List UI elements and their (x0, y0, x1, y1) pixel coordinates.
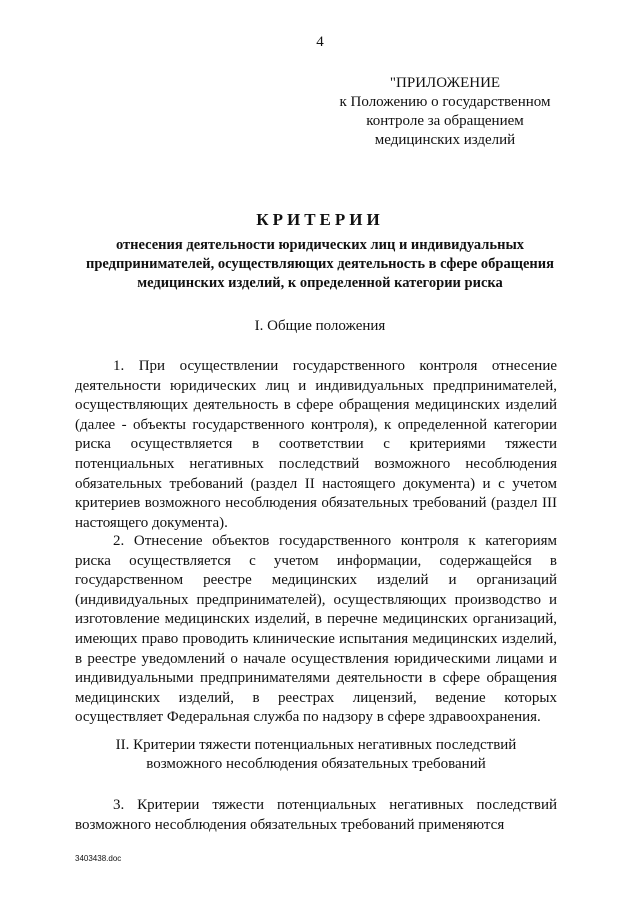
document-subtitle: отнесения деятельности юридических лиц и индивидуальных предпринимателей, осуществляющих деятельность в сфере обращения медицинских изделий, к определенной категории риска (86, 237, 554, 291)
section-1-heading: I. Общие положения (254, 318, 386, 334)
appendix-header (330, 74, 560, 150)
paragraph-1: 1. При осуществлении государственного контроля отнесение деятельности юридических лиц и индивидуальных предпринимателей, осуществляющих деятельность в сфере обращения медицинских изделий (далее - объекты государственного контроля), к определенной категории риска осуществляется в соответствии с критериями тяжести потенциальных негативных последствий возможного несоблюдения обязательных требований (раздел II настоящего документа) и с учетом критериев возможного несоблюдения обязательных требований (раздел III настоящего документа). (75, 358, 557, 531)
appendix-line-4: медицинских изделий (374, 132, 516, 148)
appendix-line-2: к Положению о государственном (339, 94, 551, 110)
paragraph-3-block (75, 796, 557, 835)
appendix-line-3: контроле за обращением (366, 113, 524, 129)
paragraph-2-block (75, 532, 557, 728)
appendix-line-1: "ПРИЛОЖЕНИЕ (389, 75, 501, 91)
paragraph-2: 2. Отнесение объектов государственного контроля к категориям риска осуществляется с учетом информации, содержащейся в государственном реестре медицинских изделий и организаций (индивидуальных предпринимателей), осуществляющих производство и изготовление медицинских изделий, в перечне медицинских организаций, имеющих право проводить клинические испытания медицинских изделий, в реестре уведомлений о начале осуществления юридическими лицами и индивидуальными предпринимателями деятельности в сфере обращения медицинских изделий, в реестрах лицензий, ведение которых осуществляет Федеральная служба по надзору в сфере здравоохранения. (75, 533, 557, 726)
section-2-heading (75, 736, 557, 774)
page-number: 4 (316, 34, 324, 50)
paragraph-1-block (75, 357, 557, 533)
paragraph-3: 3. Критерии тяжести потенциальных негативных последствий возможного несоблюдения обязательных требований применяются (75, 797, 557, 833)
document-title: КРИТЕРИИ (256, 210, 384, 229)
section-2-heading-line-2: возможного несоблюдения обязательных требований (146, 756, 486, 772)
section-2-heading-line-1: II. Критерии тяжести потенциальных негативных последствий (115, 737, 517, 753)
file-name-footer: 3403438.doc (75, 854, 122, 863)
